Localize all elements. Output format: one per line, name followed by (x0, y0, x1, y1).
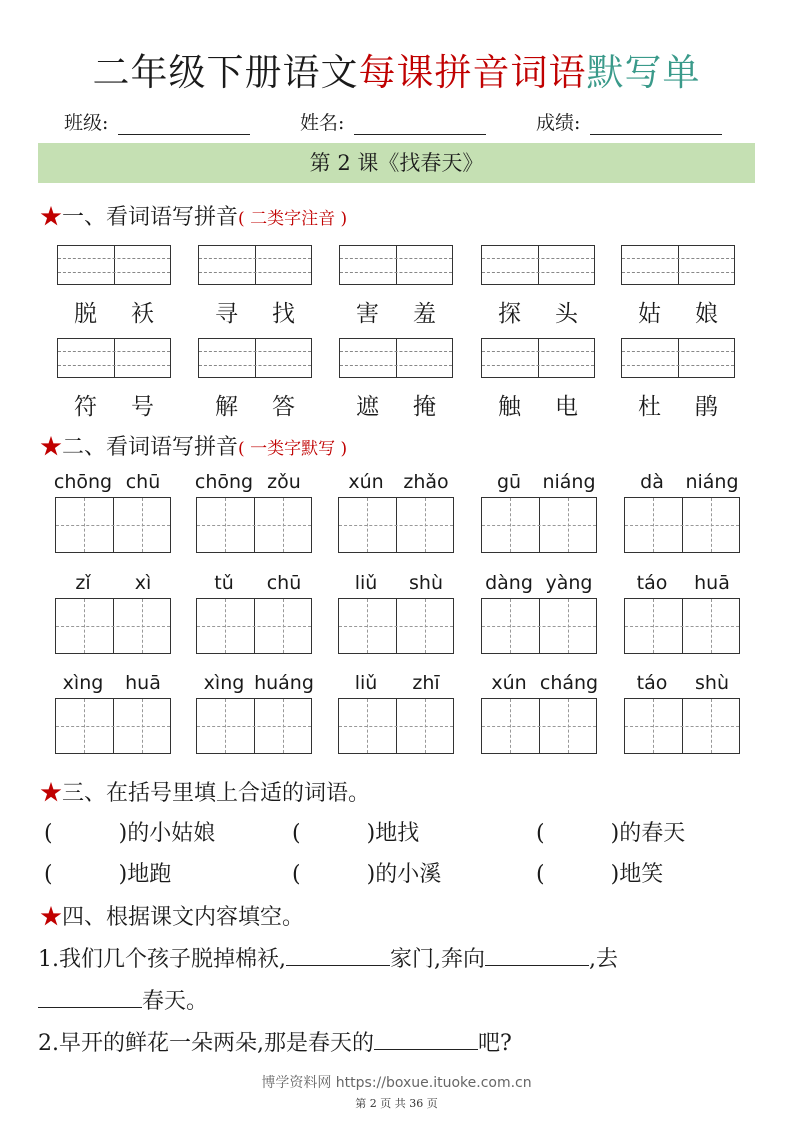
q1-blank-1[interactable] (286, 945, 390, 966)
guide-line (199, 351, 311, 352)
hanzi-char: 寻 (215, 301, 238, 327)
guide-line (197, 626, 311, 627)
footer-page-number: 第 2 页 共 36 页 (355, 1097, 438, 1110)
hanzi-writing-box[interactable] (196, 497, 312, 553)
pinyin-syllable: niáng (542, 471, 596, 493)
q1-text-d: 春天。 (142, 989, 209, 1014)
pinyin-syllable: xì (134, 572, 152, 594)
box-divider (678, 246, 679, 284)
pinyin-syllable: yàng (545, 572, 593, 594)
pinyin-answer-box[interactable] (57, 338, 171, 378)
pinyin-syllable: liǔ (354, 572, 378, 594)
guide-line (625, 525, 739, 526)
pinyin-syllable: huā (125, 672, 161, 694)
question-2 (38, 1026, 512, 1057)
hanzi-char: 头 (555, 301, 578, 327)
box-divider (396, 246, 397, 284)
guide-line (199, 272, 311, 273)
close-bracket: ) (610, 821, 620, 846)
score-blank[interactable] (590, 112, 722, 135)
question-1-line-1 (38, 942, 618, 973)
pinyin-syllable: gū (496, 471, 522, 493)
bracket-fill-item (536, 816, 685, 847)
title-part-1: 二年级下册语文 (92, 51, 359, 94)
q2-text-b: 吧? (478, 1031, 512, 1056)
pinyin-syllable: dàng (485, 572, 533, 594)
section-2-heading (40, 430, 347, 461)
bracket-suffix: 地找 (375, 821, 420, 846)
hanzi-writing-box[interactable] (338, 698, 454, 754)
pinyin-answer-box[interactable] (57, 245, 171, 285)
pinyin-syllable: xìng (62, 672, 104, 694)
q2-blank-1[interactable] (374, 1029, 478, 1050)
guide-line (340, 258, 452, 259)
hanzi-writing-box[interactable] (55, 698, 171, 754)
bracket-suffix: 地跑 (127, 862, 172, 887)
hanzi-char: 杜 (638, 394, 661, 420)
box-divider (255, 339, 256, 377)
bracket-suffix: 地笑 (619, 862, 664, 887)
bracket-fill-item (536, 857, 663, 888)
footer-site: 博学资料网 https://boxue.ituoke.com.cn (261, 1075, 532, 1091)
pinyin-answer-box[interactable] (339, 245, 453, 285)
title-part-2: 每课拼音词语 (358, 51, 587, 94)
open-bracket: ( (44, 821, 53, 846)
close-bracket: ) (118, 821, 128, 846)
title-part-3: 默写单 (586, 51, 701, 94)
open-bracket: ( (292, 821, 301, 846)
guide-line (339, 525, 453, 526)
pinyin-syllable: zhī (412, 672, 440, 694)
q1-text-b: 家门,奔向 (389, 947, 485, 972)
lesson-title-bar: 第 2 课《找春天》 (38, 143, 755, 183)
guide-line (199, 365, 311, 366)
guide-line (56, 525, 170, 526)
star-icon: ★ (40, 905, 63, 930)
guide-line (482, 525, 596, 526)
hanzi-writing-box[interactable] (481, 698, 597, 754)
bracket-suffix: 的小姑娘 (127, 821, 216, 846)
guide-line (625, 726, 739, 727)
guide-line (58, 365, 170, 366)
hanzi-char: 姑 (638, 301, 661, 327)
pinyin-answer-box[interactable] (339, 338, 453, 378)
hanzi-writing-box[interactable] (624, 497, 740, 553)
guide-line (622, 365, 734, 366)
pinyin-answer-box[interactable] (621, 338, 735, 378)
hanzi-char: 掩 (413, 394, 436, 420)
pinyin-syllable: huā (694, 572, 730, 594)
pinyin-answer-box[interactable] (198, 338, 312, 378)
q1-text-a: 1.我们几个孩子脱掉棉袄, (38, 947, 286, 972)
pinyin-syllable: huáng (254, 672, 314, 694)
student-info-row (64, 108, 764, 138)
pinyin-syllable: chū (125, 471, 161, 493)
star-icon: ★ (40, 205, 63, 230)
hanzi-char: 符 (74, 394, 97, 420)
class-blank[interactable] (118, 112, 250, 135)
star-icon: ★ (40, 435, 63, 460)
box-divider (538, 339, 539, 377)
bracket-suffix: 的春天 (619, 821, 686, 846)
guide-line (482, 726, 596, 727)
close-bracket: ) (118, 862, 128, 887)
pinyin-answer-box[interactable] (621, 245, 735, 285)
close-bracket: ) (366, 862, 376, 887)
box-divider (538, 246, 539, 284)
q2-text-a: 2.早开的鲜花一朵两朵,那是春天的 (38, 1031, 374, 1056)
open-bracket: ( (536, 821, 545, 846)
box-divider (114, 246, 115, 284)
hanzi-writing-box[interactable] (481, 497, 597, 553)
hanzi-char: 解 (215, 394, 238, 420)
hanzi-char: 触 (498, 394, 521, 420)
q1-blank-3[interactable] (38, 987, 142, 1008)
section-3-title: 三、在括号里填上合适的词语。 (62, 781, 371, 806)
section-3-heading (40, 776, 370, 807)
hanzi-char: 害 (356, 301, 379, 327)
guide-line (199, 258, 311, 259)
hanzi-char: 号 (131, 394, 154, 420)
hanzi-writing-box[interactable] (55, 497, 171, 553)
close-bracket: ) (366, 821, 376, 846)
guide-line (197, 525, 311, 526)
pinyin-syllable: xún (348, 471, 384, 493)
pinyin-syllable: zǐ (75, 572, 91, 594)
page-title (0, 42, 793, 96)
section-1-title: 一、看词语写拼音 (62, 205, 239, 230)
open-bracket: ( (44, 862, 53, 887)
hanzi-char: 电 (555, 394, 578, 420)
guide-line (482, 365, 594, 366)
hanzi-writing-box[interactable] (624, 598, 740, 654)
hanzi-writing-box[interactable] (55, 598, 171, 654)
score-label: 成绩: (536, 112, 581, 134)
bracket-fill-item (292, 857, 441, 888)
score-field[interactable] (536, 108, 722, 135)
section-1-note: ( 二类字注音 ) (238, 209, 348, 229)
section-2-note: ( 一类字默写 ) (238, 439, 348, 459)
pinyin-syllable: tǔ (214, 572, 234, 594)
guide-line (339, 626, 453, 627)
guide-line (197, 726, 311, 727)
guide-line (56, 626, 170, 627)
hanzi-writing-box[interactable] (196, 698, 312, 754)
section-2-title: 二、看词语写拼音 (62, 435, 239, 460)
pinyin-answer-box[interactable] (481, 338, 595, 378)
pinyin-syllable: xún (491, 672, 527, 694)
guide-line (58, 351, 170, 352)
pinyin-syllable: xìng (203, 672, 245, 694)
hanzi-char: 袄 (131, 301, 154, 327)
pinyin-syllable: liǔ (354, 672, 378, 694)
hanzi-writing-box[interactable] (338, 497, 454, 553)
hanzi-char: 鹃 (695, 394, 718, 420)
hanzi-char: 娘 (695, 301, 718, 327)
pinyin-syllable: niáng (685, 471, 739, 493)
guide-line (339, 726, 453, 727)
pinyin-syllable: chū (266, 572, 302, 594)
box-divider (255, 246, 256, 284)
guide-line (482, 272, 594, 273)
pinyin-answer-box[interactable] (481, 245, 595, 285)
hanzi-char: 探 (498, 301, 521, 327)
hanzi-writing-box[interactable] (196, 598, 312, 654)
class-field[interactable] (64, 108, 250, 135)
guide-line (340, 272, 452, 273)
question-1-line-2 (38, 984, 208, 1015)
pinyin-syllable: chōng (194, 471, 254, 493)
bracket-fill-item (44, 857, 171, 888)
class-label: 班级: (64, 112, 109, 134)
guide-line (56, 726, 170, 727)
guide-line (622, 351, 734, 352)
pinyin-syllable: shù (695, 672, 729, 694)
hanzi-char: 羞 (413, 301, 436, 327)
name-blank[interactable] (354, 112, 486, 135)
name-field[interactable] (300, 108, 486, 135)
guide-line (340, 351, 452, 352)
box-divider (114, 339, 115, 377)
box-divider (678, 339, 679, 377)
q1-blank-2[interactable] (485, 945, 589, 966)
guide-line (482, 351, 594, 352)
pinyin-syllable: zhǎo (403, 471, 449, 493)
star-icon: ★ (40, 781, 63, 806)
bracket-suffix: 的小溪 (375, 862, 442, 887)
pinyin-syllable: táo (636, 572, 668, 594)
hanzi-char: 脱 (74, 301, 97, 327)
section-4-heading (40, 900, 304, 931)
pinyin-syllable: táo (636, 672, 668, 694)
close-bracket: ) (610, 862, 620, 887)
guide-line (622, 258, 734, 259)
open-bracket: ( (536, 862, 545, 887)
guide-line (58, 272, 170, 273)
guide-line (622, 272, 734, 273)
q1-text-c: ,去 (588, 947, 618, 972)
hanzi-char: 遮 (356, 394, 379, 420)
pinyin-syllable: chōng (53, 471, 113, 493)
pinyin-answer-box[interactable] (198, 245, 312, 285)
pinyin-syllable: cháng (539, 672, 599, 694)
hanzi-writing-box[interactable] (481, 598, 597, 654)
guide-line (482, 258, 594, 259)
hanzi-char: 找 (272, 301, 295, 327)
pinyin-syllable: shù (409, 572, 443, 594)
name-label: 姓名: (300, 112, 345, 134)
section-1-heading (40, 200, 347, 231)
guide-line (340, 365, 452, 366)
pinyin-syllable: dà (640, 471, 664, 493)
section-4-title: 四、根据课文内容填空。 (62, 905, 305, 930)
box-divider (396, 339, 397, 377)
guide-line (482, 626, 596, 627)
bracket-fill-item (44, 816, 215, 847)
hanzi-writing-box[interactable] (624, 698, 740, 754)
pinyin-syllable: zǒu (267, 471, 301, 493)
bracket-fill-item (292, 816, 419, 847)
open-bracket: ( (292, 862, 301, 887)
hanzi-char: 答 (272, 394, 295, 420)
guide-line (625, 626, 739, 627)
hanzi-writing-box[interactable] (338, 598, 454, 654)
guide-line (58, 258, 170, 259)
